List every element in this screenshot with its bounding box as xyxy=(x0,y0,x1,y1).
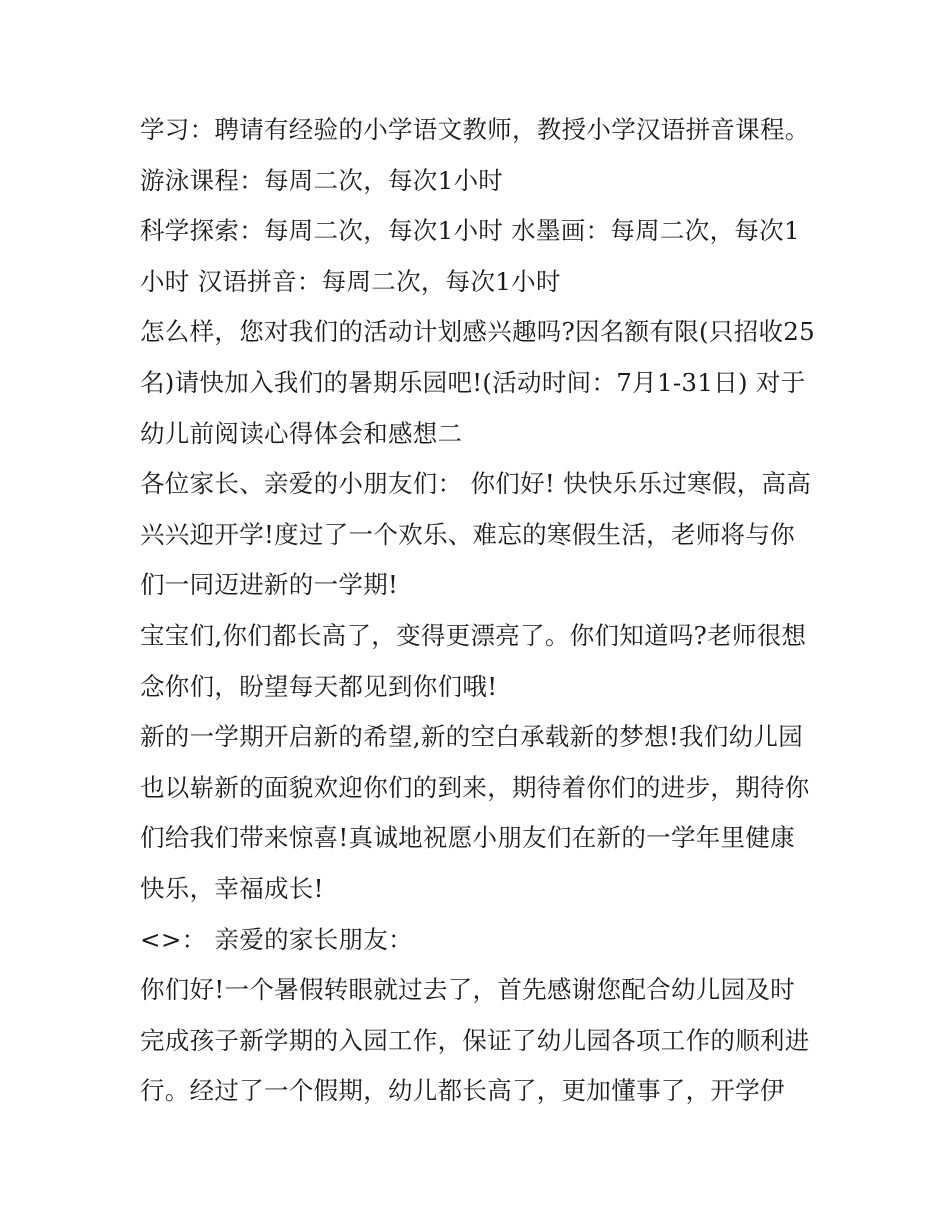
text-line-4: 小时 汉语拼音：每周二次，每次1小时 xyxy=(140,266,561,296)
text-line-17: <>： 亲爱的家长朋友： xyxy=(140,924,413,954)
text-line-18: 你们好!一个暑假转眼就过去了，首先感谢您配合幼儿园及时 xyxy=(140,975,795,1005)
text-line-13: 新的一学期开启新的希望,新的空白承载新的梦想!我们幼儿园 xyxy=(140,722,804,752)
text-line-10: 们一同迈进新的一学期! xyxy=(140,570,399,600)
text-line-9: 兴兴迎开学!度过了一个欢乐、难忘的寒假生活，老师将与你 xyxy=(140,519,795,549)
text-line-7: 幼儿前阅读心得体会和感想二 xyxy=(140,418,463,448)
text-line-20: 行。经过了一个假期，幼儿都长高了，更加懂事了，开学伊 xyxy=(140,1076,785,1106)
text-line-16: 快乐，幸福成长! xyxy=(140,873,324,903)
text-line-8: 各位家长、亲爱的小朋友们： 你们好! 快快乐乐过寒假，高高 xyxy=(140,469,812,499)
text-line-11: 宝宝们,你们都长高了，变得更漂亮了。你们知道吗?老师很想 xyxy=(140,620,807,650)
text-line-2: 游泳课程：每周二次，每次1小时 xyxy=(140,165,504,195)
text-line-5: 怎么样，您对我们的活动计划感兴趣吗?因名额有限(只招收25 xyxy=(140,317,816,347)
text-line-6: 名)请快加入我们的暑期乐园吧!(活动时间：7月1-31日) 对于 xyxy=(140,367,806,397)
text-line-19: 完成孩子新学期的入园工作，保证了幼儿园各项工作的顺利进 xyxy=(140,1025,810,1055)
text-line-14: 也以崭新的面貌欢迎你们的到来，期待着你们的进步，期待你 xyxy=(140,772,810,802)
text-line-15: 们给我们带来惊喜!真诚地祝愿小朋友们在新的一学年里健康 xyxy=(140,823,795,853)
document-body xyxy=(140,105,820,1117)
text-line-1: 学习：聘请有经验的小学语文教师，教授小学汉语拼音课程。 xyxy=(140,115,810,144)
text-line-12: 念你们，盼望每天都见到你们哦! xyxy=(140,671,498,701)
text-line-3: 科学探索：每周二次，每次1小时 水墨画：每周二次，每次1 xyxy=(140,216,800,246)
